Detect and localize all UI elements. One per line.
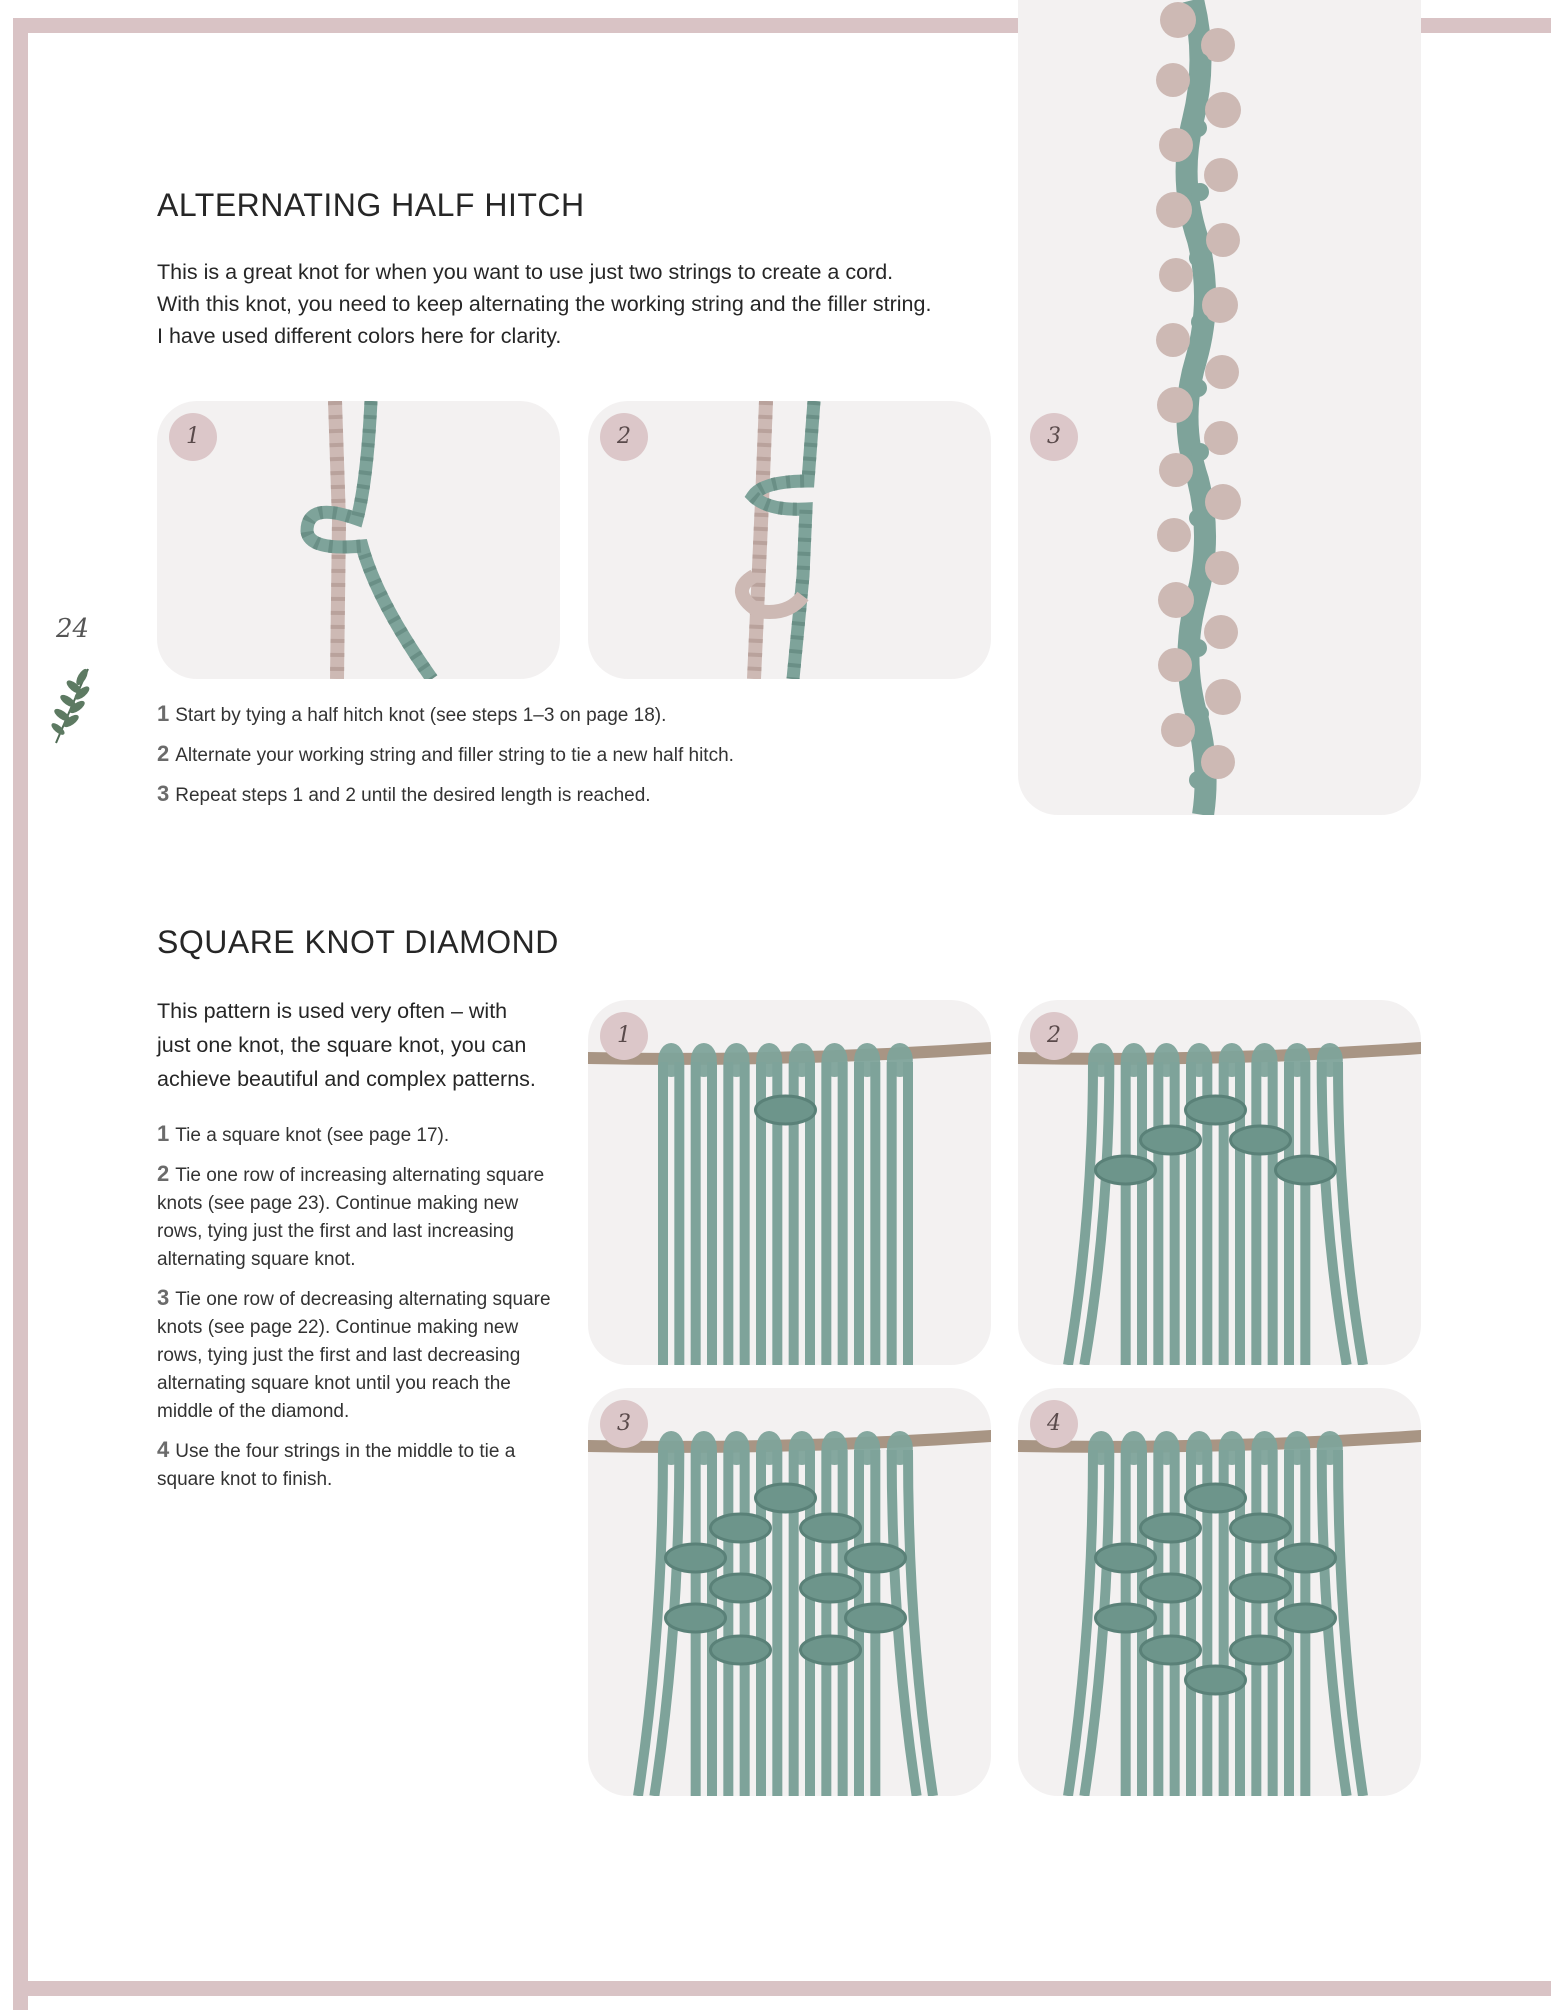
- square-knot: [1231, 1574, 1291, 1602]
- square-knot: [1141, 1636, 1201, 1664]
- square-knot: [1231, 1636, 1291, 1664]
- leaf-icon: [48, 665, 94, 745]
- square-knot: [711, 1574, 771, 1602]
- step-number: 3: [157, 1285, 170, 1310]
- steps-list-skd: [157, 1120, 577, 1504]
- square-knot: [756, 1096, 816, 1124]
- macrame-illustration: [1018, 1388, 1421, 1796]
- step-text: Tie one row of decreasing alternating square: [175, 1289, 551, 1310]
- step-text: square knot to finish.: [157, 1469, 333, 1490]
- step-number: 1: [157, 1121, 170, 1146]
- lark-head-knot: [756, 1431, 782, 1465]
- lark-head-knot: [1088, 1043, 1114, 1077]
- steps-list-ahh: [157, 700, 997, 820]
- step-badge: 1: [169, 413, 217, 461]
- step-number: 3: [157, 781, 170, 806]
- step-item: [157, 780, 997, 810]
- lark-head-knot: [724, 1431, 750, 1465]
- step-text: alternating square knot.: [157, 1249, 356, 1270]
- square-knot: [666, 1544, 726, 1572]
- step-text: Tie a square knot (see page 17).: [175, 1125, 450, 1146]
- lark-head-knot: [658, 1043, 684, 1077]
- square-knot: [711, 1514, 771, 1542]
- photo-ahh-step-2: [588, 401, 991, 679]
- macrame-illustration: [1018, 1000, 1421, 1365]
- cord-illustration: [1018, 0, 1421, 815]
- lark-head-knot: [1219, 1431, 1245, 1465]
- square-knot: [801, 1636, 861, 1664]
- square-knot: [756, 1484, 816, 1512]
- lark-head-knot: [1154, 1431, 1180, 1465]
- square-knot: [1186, 1666, 1246, 1694]
- photo-skd-step-4: [1018, 1388, 1421, 1796]
- square-knot: [1276, 1544, 1336, 1572]
- macrame-illustration: [588, 1000, 991, 1365]
- step-badge: 3: [600, 1400, 648, 1448]
- lark-head-knot: [854, 1431, 880, 1465]
- step-number: 2: [157, 1161, 170, 1186]
- square-knot: [711, 1636, 771, 1664]
- lark-head-knot: [1284, 1043, 1310, 1077]
- lark-head-knot: [1121, 1043, 1147, 1077]
- step-item: [157, 1160, 577, 1274]
- macrame-illustration: [588, 1388, 991, 1796]
- step-number: 2: [157, 741, 170, 766]
- lark-head-knot: [789, 1431, 815, 1465]
- intro-paragraph-skd: [157, 994, 577, 1096]
- square-knot: [1186, 1096, 1246, 1124]
- step-number: 1: [157, 701, 170, 726]
- square-knot: [1231, 1126, 1291, 1154]
- square-knot: [1276, 1604, 1336, 1632]
- page-frame-bottom: [13, 1981, 1551, 1996]
- square-knot: [1096, 1156, 1156, 1184]
- step-item: [157, 1284, 577, 1426]
- lark-head-knot: [724, 1043, 750, 1077]
- lark-head-knot: [1186, 1043, 1212, 1077]
- step-text: Alternate your working string and filler string to tie a new half hitch.: [175, 745, 734, 766]
- lark-head-knot: [1186, 1431, 1212, 1465]
- lark-head-knot: [1252, 1043, 1278, 1077]
- square-knot: [1141, 1126, 1201, 1154]
- step-text: alternating square knot until you reach the: [157, 1373, 511, 1394]
- intro-paragraph-ahh: [157, 256, 997, 352]
- step-item: [157, 1436, 577, 1494]
- step-number: 4: [157, 1437, 170, 1462]
- lark-head-knot: [691, 1431, 717, 1465]
- lark-head-knot: [1284, 1431, 1310, 1465]
- square-knot: [801, 1514, 861, 1542]
- cord-illustration: [588, 401, 991, 679]
- step-text: Tie one row of increasing alternating square: [175, 1165, 545, 1186]
- square-knot: [1141, 1514, 1201, 1542]
- square-knot: [1276, 1156, 1336, 1184]
- intro-line: With this knot, you need to keep alternating the working string and the filler string.: [157, 292, 932, 316]
- step-text: rows, tying just the first and last decreasing: [157, 1345, 521, 1366]
- lark-head-knot: [1219, 1043, 1245, 1077]
- step-text: rows, tying just the first and last increasing: [157, 1221, 514, 1242]
- step-badge: 2: [600, 413, 648, 461]
- step-text: middle of the diamond.: [157, 1401, 350, 1422]
- intro-line: just one knot, the square knot, you can: [157, 1033, 527, 1057]
- square-knot: [1141, 1574, 1201, 1602]
- step-text: knots (see page 22). Continue making new: [157, 1317, 519, 1338]
- page-frame-top-left: [13, 18, 1018, 33]
- intro-line: This is a great knot for when you want to use just two strings to create a cord.: [157, 260, 894, 284]
- intro-line: This pattern is used very often – with: [157, 999, 508, 1023]
- lark-head-knot: [658, 1431, 684, 1465]
- step-text: knots (see page 23). Continue making new: [157, 1193, 519, 1214]
- page-number: 24: [56, 614, 90, 644]
- lark-head-knot: [1088, 1431, 1114, 1465]
- intro-line: I have used different colors here for clarity.: [157, 324, 562, 348]
- lark-head-knot: [1154, 1043, 1180, 1077]
- photo-skd-step-2: [1018, 1000, 1421, 1365]
- step-text: Start by tying a half hitch knot (see steps 1–3 on page 18).: [175, 705, 667, 726]
- lark-head-knot: [1121, 1431, 1147, 1465]
- section-title-alternating-half-hitch: ALTERNATING HALF HITCH: [157, 187, 585, 223]
- photo-skd-step-3: [588, 1388, 991, 1796]
- lark-head-knot: [756, 1043, 782, 1077]
- lark-head-knot: [887, 1043, 913, 1077]
- section-title-square-knot-diamond: SQUARE KNOT DIAMOND: [157, 924, 559, 960]
- lark-head-knot: [1252, 1431, 1278, 1465]
- step-badge: 4: [1030, 1400, 1078, 1448]
- lark-head-knot: [854, 1043, 880, 1077]
- page-frame-top-right: [1421, 18, 1551, 33]
- lark-head-knot: [822, 1431, 848, 1465]
- page-frame-left: [13, 18, 28, 2010]
- step-item: [157, 1120, 577, 1150]
- photo-skd-step-1: [588, 1000, 991, 1365]
- lark-head-knot: [789, 1043, 815, 1077]
- step-text: Use the four strings in the middle to tie a: [175, 1441, 516, 1462]
- lark-head-knot: [1317, 1043, 1343, 1077]
- photo-ahh-step-3: [1018, 0, 1421, 815]
- square-knot: [846, 1604, 906, 1632]
- square-knot: [1231, 1514, 1291, 1542]
- step-item: [157, 740, 997, 770]
- step-badge: 3: [1030, 413, 1078, 461]
- lark-head-knot: [1317, 1431, 1343, 1465]
- lark-head-knot: [691, 1043, 717, 1077]
- square-knot: [1096, 1544, 1156, 1572]
- lark-head-knot: [887, 1431, 913, 1465]
- photo-ahh-step-1: [157, 401, 560, 679]
- step-badge: 2: [1030, 1012, 1078, 1060]
- square-knot: [846, 1544, 906, 1572]
- step-item: [157, 700, 997, 730]
- step-text: Repeat steps 1 and 2 until the desired length is reached.: [175, 785, 651, 806]
- intro-line: achieve beautiful and complex patterns.: [157, 1067, 536, 1091]
- lark-head-knot: [822, 1043, 848, 1077]
- square-knot: [1186, 1484, 1246, 1512]
- cord-illustration: [157, 401, 560, 679]
- square-knot: [666, 1604, 726, 1632]
- square-knot: [1096, 1604, 1156, 1632]
- square-knot: [801, 1574, 861, 1602]
- step-badge: 1: [600, 1012, 648, 1060]
